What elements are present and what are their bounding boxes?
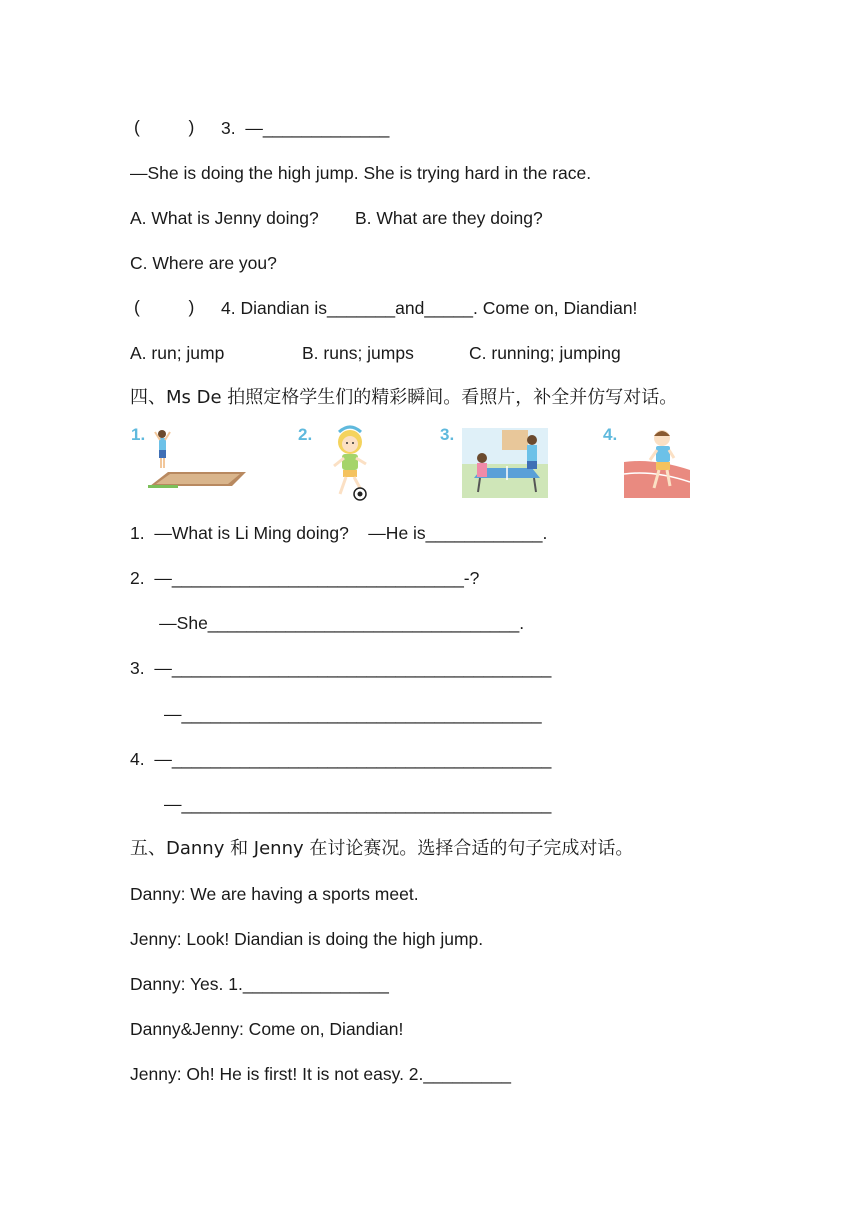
question-3-stem: 3. —_____________ xyxy=(221,118,390,138)
running-picture xyxy=(624,422,690,506)
photo-number: 4. xyxy=(603,425,618,444)
photo-number: 1. xyxy=(131,425,146,444)
option-b: B. runs; jumps xyxy=(302,343,414,363)
dialogue-line-3-answer: —_____________________________________ xyxy=(130,704,542,724)
dialogue-line: Danny: We are having a sports meet. xyxy=(130,884,419,904)
section-4-heading: 四、Ms De 拍照定格学生们的精彩瞬间。看照片，补全并仿写对话。 xyxy=(130,387,678,408)
dialogue-line-3-question: 3. —_______________________________________ xyxy=(130,658,552,678)
dialogue-line: Danny: Yes. 1._______________ xyxy=(130,974,389,994)
question-3-response: —She is doing the high jump. She is trying hard in the race. xyxy=(130,163,592,183)
dialogue-line: Danny&Jenny: Come on, Diandian! xyxy=(130,1019,404,1039)
football-picture xyxy=(322,422,382,506)
table-tennis-picture xyxy=(462,422,548,506)
option-a: A. What is Jenny doing? xyxy=(130,208,319,228)
dialogue-line-4-answer: —______________________________________ xyxy=(130,794,552,814)
photo-number: 2. xyxy=(298,425,313,444)
option-c: C. running; jumping xyxy=(469,343,621,363)
section-5-heading: 五、Danny 和 Jenny 在讨论赛况。选择合适的句子完成对话。 xyxy=(130,838,634,859)
dialogue-line-2-answer: —She________________________________. xyxy=(130,613,525,633)
option-b: B. What are they doing? xyxy=(355,208,543,228)
option-a: A. run; jump xyxy=(130,343,225,363)
answer-bracket: ( ) xyxy=(134,117,195,137)
answer-bracket: ( ) xyxy=(134,297,195,317)
photo-number: 3. xyxy=(440,425,455,444)
question-4-stem: 4. Diandian is_______and_____. Come on, Diandian! xyxy=(221,298,638,318)
dialogue-line: Jenny: Look! Diandian is doing the high jump. xyxy=(130,929,484,949)
dialogue-line-2-question: 2. —______________________________-? xyxy=(130,568,480,588)
dialogue-line: Jenny: Oh! He is first! It is not easy. 2._________ xyxy=(130,1064,511,1084)
option-c: C. Where are you? xyxy=(130,253,277,273)
long-jump-picture xyxy=(148,422,248,506)
dialogue-line-1: 1. —What is Li Ming doing? —He is____________. xyxy=(130,523,548,543)
dialogue-line-4-question: 4. —_______________________________________ xyxy=(130,749,552,769)
